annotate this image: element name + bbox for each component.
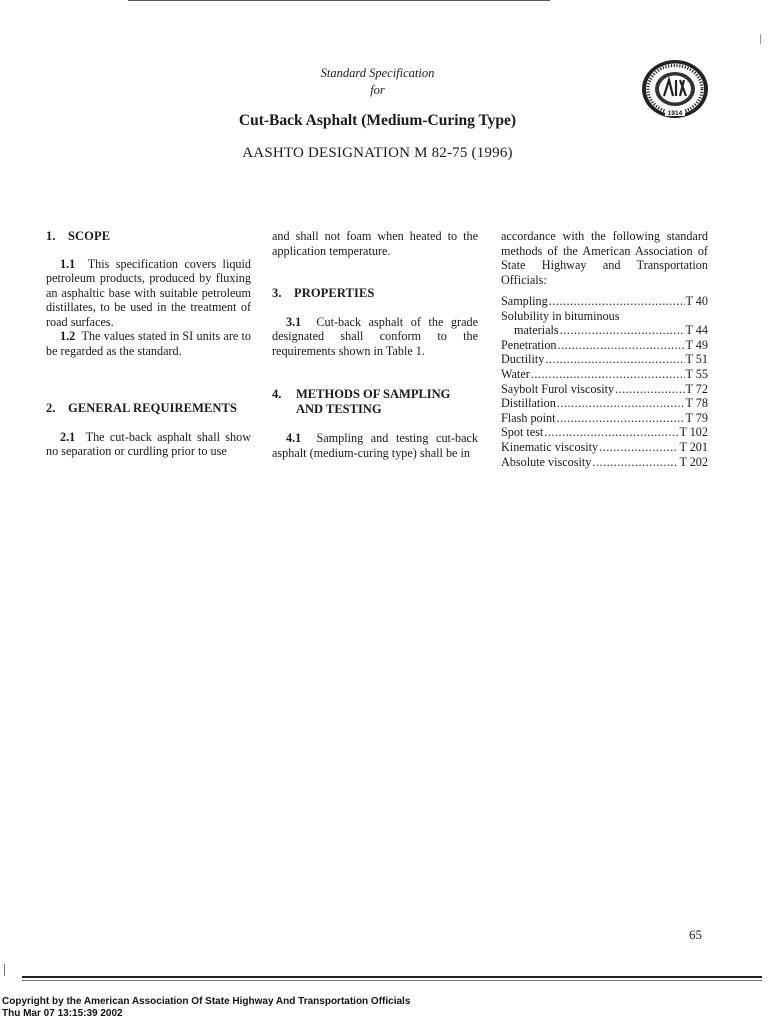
- scope-section: [46, 229, 251, 358]
- test-method-label: Flash point: [501, 410, 556, 425]
- section-heading-general-requirements: [46, 401, 251, 416]
- test-method-row: [501, 352, 708, 367]
- test-method-code: T 201: [679, 439, 708, 454]
- document-title: Cut-Back Asphalt (Medium-Curing Type): [238, 112, 517, 129]
- test-method-code: T 49: [685, 337, 708, 352]
- general-requirements-section: [46, 401, 251, 459]
- for-label: for: [370, 83, 385, 97]
- test-method-code: T 78: [685, 396, 708, 411]
- aashto-designation: AASHTO DESIGNATION M 82-75 (1996): [242, 145, 513, 161]
- seal-year: 1914: [667, 110, 683, 117]
- test-method-row: [501, 455, 708, 470]
- paragraph-1-1: 1.1 This specification covers liquid petroleum products, produced by fluxing an asphaltic base with suitable petroleum distillates, to be used in the treatment of road surfaces.: [46, 256, 251, 329]
- section-title: SCOPE: [68, 229, 111, 243]
- test-method-label: Penetration: [501, 337, 557, 352]
- test-methods-list: [501, 294, 708, 469]
- section-title: PROPERTIES: [294, 286, 375, 300]
- test-method-row: [501, 382, 708, 397]
- footer-rule-thin: [22, 980, 762, 981]
- test-method-row: [501, 396, 708, 411]
- test-method-label: Absolute viscosity: [501, 454, 592, 469]
- test-method-label: Solubility in bituminous: [501, 308, 620, 323]
- leader-dots: [557, 396, 685, 411]
- section-number: 4.: [272, 387, 282, 401]
- section-number: 3.: [272, 286, 282, 300]
- test-method-row: [501, 367, 708, 382]
- test-method-code: T 202: [679, 454, 708, 469]
- paragraph-4-1-continued: accordance with the following standard methods of the American Association of State Highway and Transportation Officials:: [501, 229, 708, 287]
- print-timestamp: Thu Mar 07 13:15:39 2002: [2, 1008, 123, 1019]
- test-method-label: Ductility: [501, 352, 545, 367]
- standard-specification-label: Standard Specification: [320, 66, 435, 80]
- test-method-code: T 72: [685, 381, 708, 396]
- top-rule: [128, 0, 550, 1]
- methods-continued: [501, 229, 708, 287]
- test-method-code: T 44: [685, 323, 708, 338]
- test-method-row: [501, 294, 708, 309]
- paragraph-2-1-continued: and shall not foam when heated to the application temperature.: [272, 229, 478, 258]
- test-method-label: Saybolt Furol viscosity: [501, 381, 615, 396]
- leader-dots: [544, 425, 678, 440]
- test-method-row: [501, 425, 708, 440]
- paragraph-2-1: 2.1 The cut-back asphalt shall show no separation or curdling prior to use: [46, 429, 251, 458]
- leader-dots: [558, 338, 685, 353]
- test-method-row: [501, 309, 708, 324]
- section-number: 2.: [46, 401, 56, 415]
- page-number: 65: [689, 927, 702, 942]
- section-heading-properties: [272, 286, 478, 301]
- test-method-code: T 55: [685, 366, 708, 381]
- properties-section: [272, 286, 478, 358]
- aashto-seal-icon: [640, 58, 710, 120]
- leader-dots: [599, 440, 678, 455]
- scan-mark: [760, 34, 761, 44]
- leader-dots: [549, 294, 685, 309]
- margin-mark: [4, 964, 5, 976]
- test-method-label: Spot test: [501, 425, 544, 440]
- leader-dots: [560, 323, 685, 338]
- leader-dots: [615, 382, 684, 397]
- paragraph-1-2: 1.2 The values stated in SI units are to be regarded as the standard.: [46, 329, 251, 358]
- leader-dots: [592, 455, 678, 470]
- leader-dots: [557, 411, 685, 426]
- section-title: GENERAL REQUIREMENTS: [68, 401, 238, 415]
- section-heading-scope: [46, 229, 251, 244]
- paragraph-3-1: 3.1 Cut-back asphalt of the grade designated shall conform to the requirements shown in Table 1.: [272, 314, 478, 358]
- section-number: 1.: [46, 229, 56, 243]
- test-method-label: Sampling: [501, 294, 548, 308]
- test-method-code: T 79: [685, 410, 708, 425]
- test-method-label: materials: [514, 323, 559, 338]
- copyright-notice: [2, 996, 410, 1020]
- copyright-text: Copyright by the American Association Of State Highway And Transportation Officials: [2, 996, 411, 1007]
- section-heading-methods: [272, 387, 478, 417]
- test-method-row: [501, 338, 708, 353]
- test-method-label: Distillation: [501, 396, 556, 411]
- test-method-code: T 51: [685, 352, 708, 367]
- test-method-row: [501, 440, 708, 455]
- footer-rule: [22, 976, 762, 978]
- section-title-line-2: AND TESTING: [296, 402, 382, 416]
- test-method-code: T 40: [685, 294, 708, 308]
- test-method-row: [501, 323, 708, 338]
- leader-dots: [531, 367, 685, 382]
- methods-section: [272, 387, 478, 460]
- general-requirements-continued: [272, 229, 478, 258]
- test-method-label: Kinematic viscosity: [501, 439, 599, 454]
- paragraph-4-1: 4.1 Sampling and testing cut-back asphalt (medium-curing type) shall be in: [272, 431, 478, 460]
- leader-dots: [545, 352, 684, 367]
- test-method-row: [501, 411, 708, 426]
- test-method-code: T 102: [679, 425, 708, 440]
- test-method-label: Water: [501, 366, 530, 381]
- section-title-line-1: METHODS OF SAMPLING: [296, 387, 451, 401]
